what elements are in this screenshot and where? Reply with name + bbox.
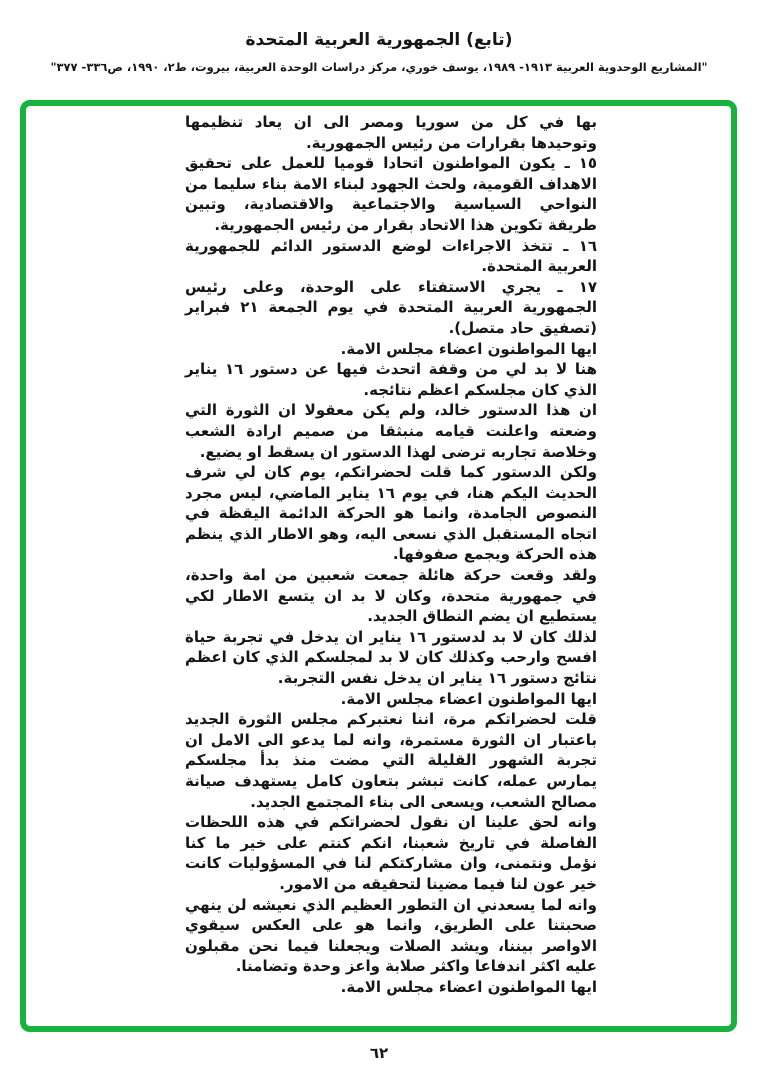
page-title: (تابع) الجمهورية العربية المتحدة <box>245 30 513 50</box>
paragraph: ايها المواطنون اعضاء مجلس الامة. <box>340 689 597 708</box>
paragraph: هنا لا بد لي من وقفة اتحدث فيها عن دستور ١٦ يناير الذي كان مجلسكم اعظم نتائجه. <box>185 360 597 399</box>
paragraph: ولقد وقعت حركة هائلة جمعت شعبين من امة واحدة، في جمهورية متحدة، وكان لا بد ان يتسع الاطار لكي يستطيع ان يضم النطاق الجديد. <box>185 566 597 626</box>
page-header <box>0 30 758 74</box>
paragraph: ١٧ ـ يجري الاستفتاء على الوحدة، وعلى رئيس الجمهورية العربية المتحدة في يوم الجمعة ٢١ فبراير (تصفيق حاد متصل). <box>185 277 597 337</box>
paragraph: لذلك كان لا بد لدستور ١٦ يناير ان يدخل في تجربة حياة افسح وارحب وكذلك كان لا بد لمجلسكم الذي كان اعظم نتائج دستور ١٦ يناير ان يدخل نفس التجربة. <box>185 627 597 688</box>
body-text <box>185 112 597 998</box>
paragraph: ايها المواطنون اعضاء مجلس الامة. <box>340 977 597 996</box>
paragraph: ايها المواطنون اعضاء مجلس الامة. <box>340 339 597 358</box>
paragraph: ولكن الدستور كما قلت لحضراتكم، يوم كان لي شرف الحديث اليكم هنا، في يوم ١٦ يناير الماضي، ليس مجرد النصوص الجامدة، وانما هو الحركة الدائمة اليقظة في اتجاه المستقبل الذي نسعى اليه، وهو الاطار الذي ينظم هذه الحركة ويجمع صفوفها. <box>185 463 598 564</box>
paragraph: وانه لما يسعدني ان التطور العظيم الذي نعيشه لن ينهي صحبتنا على الطريق، وانما هو على العكس سيقوي الاواصر بيننا، ويشد الصلات ويجعلنا فيما نحن مقبلون عليه اكثر اندفاعا واكثر صلابة واعز وحدة وتضامنا. <box>185 895 597 976</box>
page-number: ٦٢ <box>369 1044 389 1062</box>
paragraph: ان هذا الدستور خالد، ولم يكن معقولا ان الثورة التي وضعته واعلنت قيامه منبثقا من صميم ارادة الشعب وخلاصة تجاربه ترضى لهذا الدستور ان يسقط او يضيع. <box>185 401 597 461</box>
paragraph: ١٥ ـ يكون المواطنون اتحادا قوميا للعمل على تحقيق الاهداف القومية، ولحث الجهود لبناء الامة بناء سليما من النواحي السياسية والاجتماعية والاقتصادية، وتبين طريقة تكوين هذا الاتحاد بقرار من رئيس الجمهورية. <box>185 154 597 234</box>
source-citation: "المشاريع الوحدوية العربية ١٩١٣- ١٩٨٩، يوسف خوري، مركز دراسات الوحدة العربية، بيروت، ط٢، ١٩٩٠، ص٣٣٦- ٣٧٧" <box>50 60 708 74</box>
paragraph: قلت لحضراتكم مرة، اننا نعتبركم مجلس الثورة الجديد باعتبار ان الثورة مستمرة، وانه لما يدعو الى الامل ان تجربة الشهور القليلة التي مضت منذ بدأ مجلسكم يمارس عمله، كانت تبشر بتعاون كامل يستهدف صيانة مصالح الشعب، ويسعى الى بناء المجتمع الجديد. <box>185 710 597 811</box>
paragraph: ١٦ ـ تتخذ الاجراءات لوضع الدستور الدائم للجمهورية العربية المتحدة. <box>185 236 597 276</box>
paragraph: وانه لحق علينا ان نقول لحضراتكم في هذه اللحظات الفاصلة في تاريخ شعبنا، انكم كنتم على خير ما كنا نؤمل ونتمنى، وان مشاركتكم لنا في المسؤوليات كانت خير عون لنا فيما مضينا لتحقيقه من الامور. <box>185 813 597 893</box>
paragraph: بها في كل من سوريا ومصر الى ان يعاد تنظيمها وتوحيدها بقرارات من رئيس الجمهورية. <box>185 113 597 152</box>
